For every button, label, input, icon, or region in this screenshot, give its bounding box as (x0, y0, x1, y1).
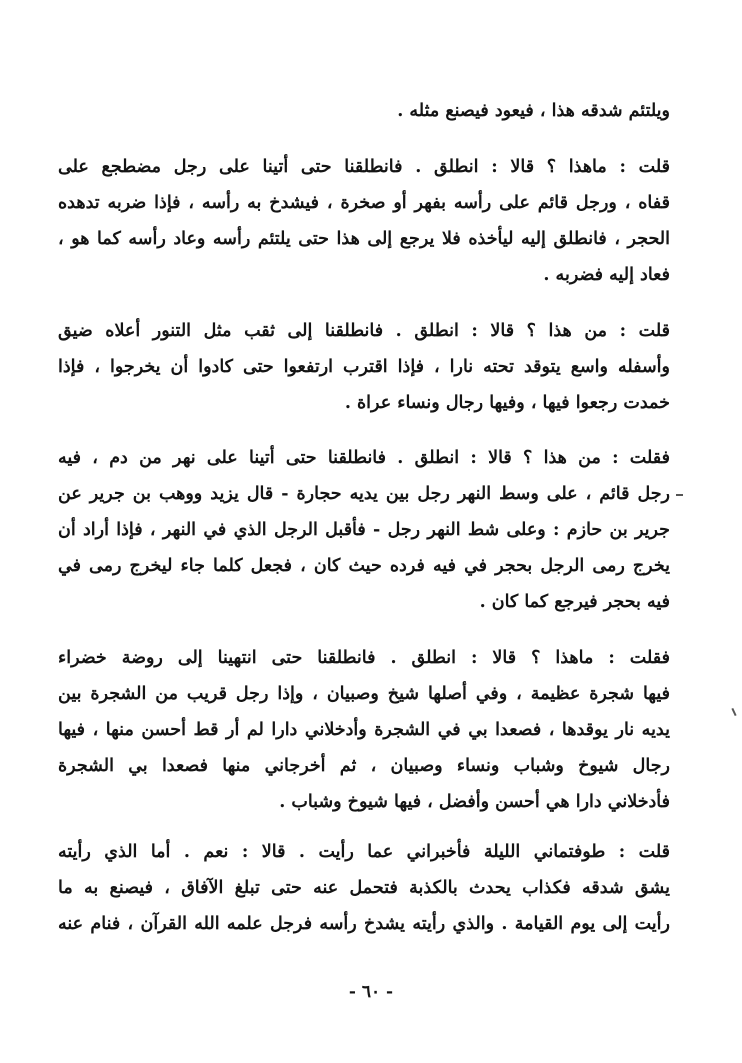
paragraph-line: يخرج رمى الرجل بحجر في فيه فرده حيث كان ، فجعل كلما جاء ليخرج رمى في (58, 556, 670, 576)
paragraph-line: رجل قائم ، على وسط النهر رجل بين يديه حجارة - قال يزيد ووهب بن جرير عن (58, 484, 670, 504)
paragraph-2 (58, 149, 670, 293)
paragraph-line: قلت : ماهذا ؟ قالا : انطلق . فانطلقنا حتى أتينا على رجل مضطجع على (58, 157, 670, 177)
paragraph-line: فعاد إليه فضربه . (543, 265, 670, 285)
paragraph-3 (58, 313, 670, 421)
paragraph-5 (58, 640, 670, 820)
paragraph-1 (58, 93, 670, 129)
paragraph-line: يديه نار يوقدها ، فصعدا بي في الشجرة وأدخلاني دارا لم أر قط أحسن منها ، فيها (58, 720, 670, 740)
paragraph-line: فيها شجرة عظيمة ، وفي أصلها شيخ وصبيان ، وإذا رجل قريب من الشجرة بين (58, 684, 670, 704)
page-number: - ٦٠ - (348, 982, 394, 1002)
paragraph-line: فيه بحجر فيرجع كما كان . (479, 592, 670, 612)
paragraph-line: قلت : طوفتماني الليلة فأخبراني عما رأيت . قالا : نعم . أما الذي رأيته (58, 842, 670, 862)
margin-mark (676, 494, 683, 496)
paragraph-line: جرير بن حازم : وعلى شط النهر رجل - فأقبل الرجل الذي في النهر ، فإذا أراد أن (58, 520, 670, 540)
paragraph-4 (58, 440, 670, 620)
paragraph-line: فأدخلاني دارا هي أحسن وأفضل ، فيها شيوخ وشباب . (279, 792, 670, 812)
paragraph-line: فقلت : من هذا ؟ قالا : انطلق . فانطلقنا حتى أتينا على نهر من دم ، فيه (58, 448, 670, 468)
margin-mark (731, 708, 736, 716)
paragraph-line: يشق شدقه فكذاب يحدث بالكذبة فتحمل عنه حتى تبلغ الآفاق ، فيصنع به ما (58, 878, 670, 898)
paragraph-line: رجال شيوخ وشباب ونساء وصبيان ، ثم أخرجاني منها فصعدا بي الشجرة (58, 756, 670, 776)
paragraph-line: فقلت : ماهذا ؟ قالا : انطلق . فانطلقنا حتى انتهينا إلى روضة خضراء (58, 648, 670, 668)
paragraph-line: خمدت رجعوا فيها ، وفيها رجال ونساء عراة . (344, 393, 670, 413)
paragraph-line: الحجر ، فانطلق إليه ليأخذه فلا يرجع إلى هذا حتى يلتئم رأسه وعاد رأسه كما هو ، (58, 229, 670, 249)
paragraph-line: رأيت إلى يوم القيامة . والذي رأيته يشدخ رأسه فرجل علمه الله القرآن ، فنام عنه (58, 914, 670, 934)
paragraph-line: قفاه ، ورجل قائم على رأسه بفهر أو صخرة ، فيشدخ به رأسه ، فإذا ضربه تدهده (58, 193, 670, 213)
paragraph-line: وأسفله واسع يتوقد تحته نارا ، فإذا اقترب ارتفعوا حتى كادوا أن يخرجوا ، فإذا (58, 357, 670, 377)
paragraph-line: ويلتئم شدقه هذا ، فيعود فيصنع مثله . (397, 101, 670, 121)
paragraph-6 (58, 834, 670, 942)
paragraph-line: قلت : من هذا ؟ قالا : انطلق . فانطلقنا إلى ثقب مثل التنور أعلاه ضيق (58, 321, 670, 341)
